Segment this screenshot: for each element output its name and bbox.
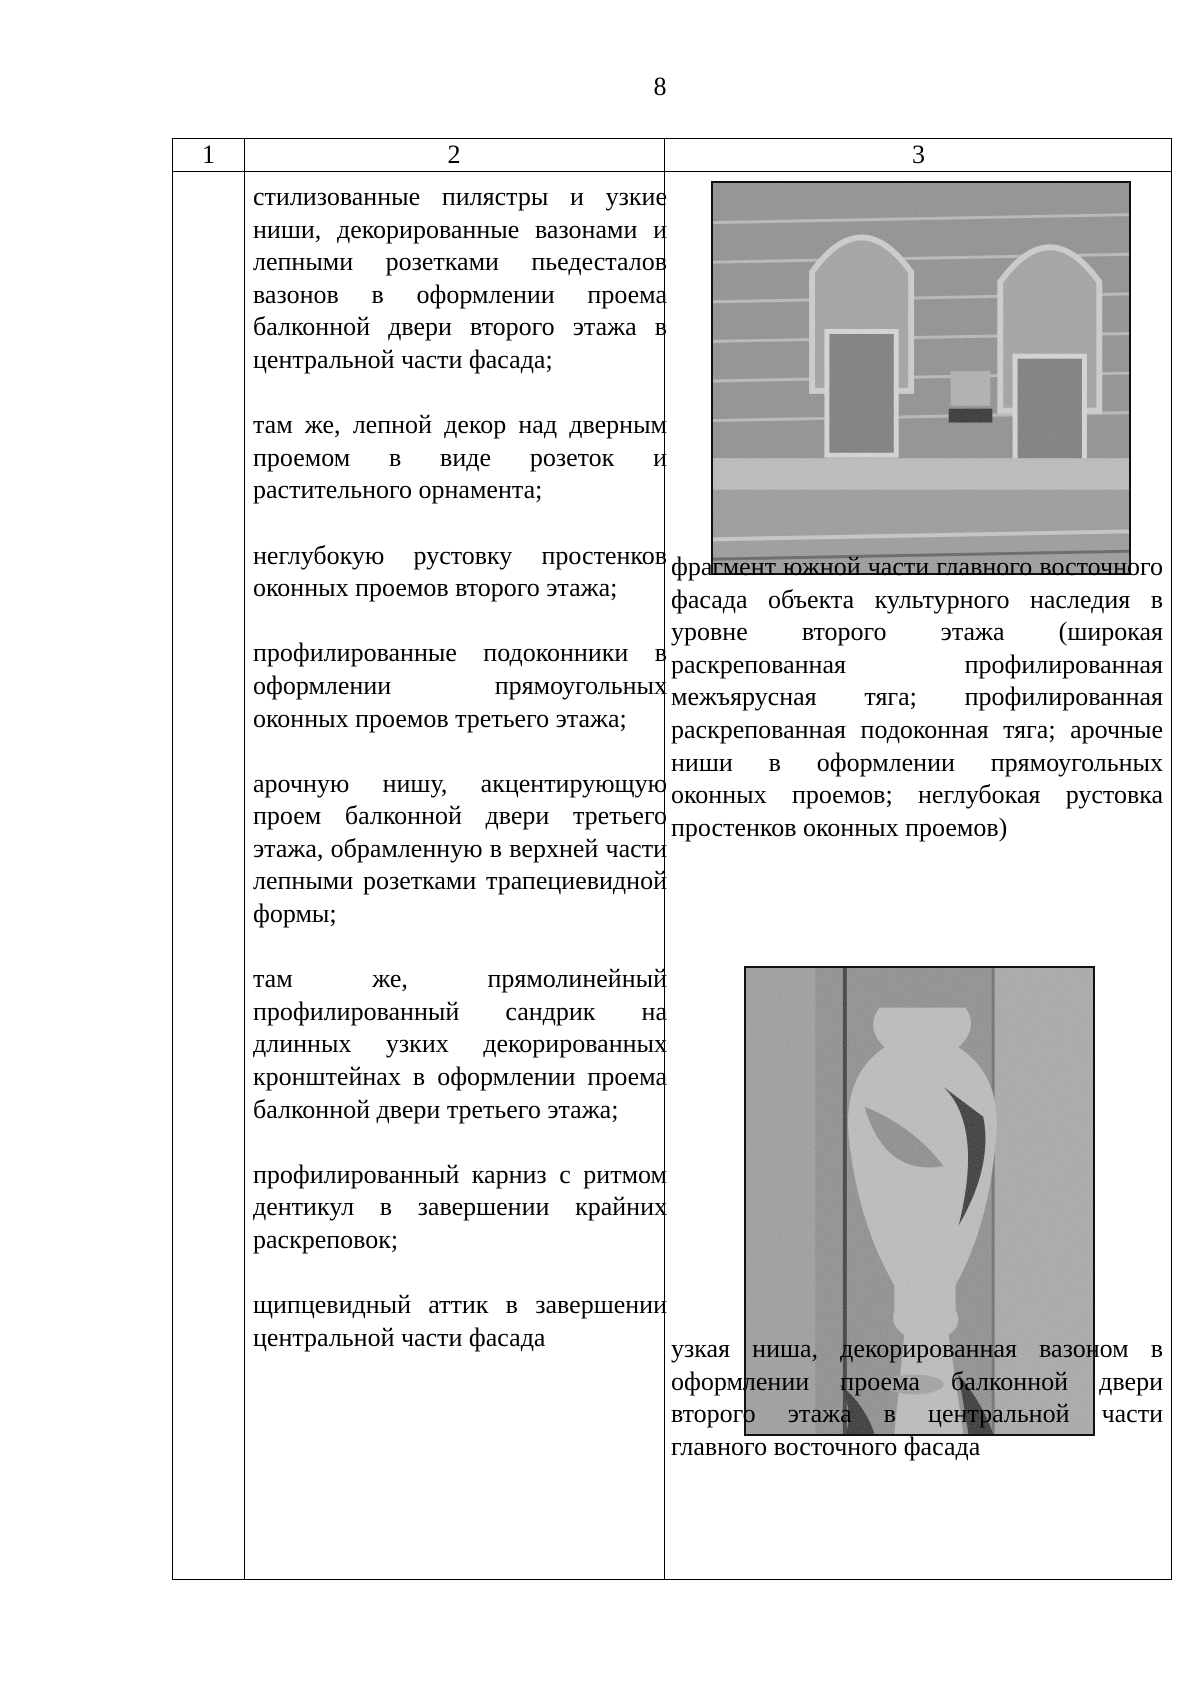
features-list: [253, 181, 667, 1354]
feature-paragraph: неглубокую рустовку простенков оконных проемов второго этажа;: [253, 540, 667, 603]
facade-fragment-icon: [713, 183, 1129, 573]
photo-caption-2-wrap: [671, 1333, 1163, 1463]
feature-paragraph: арочную нишу, акцентирующую проем балконной двери третьего этажа, обрамленную в верхней части лепными розетками трапециевидной формы;: [253, 768, 667, 929]
header-col-3: 3: [912, 140, 925, 169]
feature-paragraph: щипцевидный аттик в завершении центральной части фасада: [253, 1290, 667, 1352]
column-divider: [244, 139, 245, 1579]
header-col-2: 2: [447, 140, 461, 169]
page-number: 8: [653, 72, 667, 101]
description-table: [172, 138, 1172, 1580]
feature-paragraph: там же, прямолинейный профилированный сандрик на длинных узких декорированных кронштейнах в оформлении проема балконной двери третьего этажа;: [253, 964, 667, 1124]
photo-caption-2: узкая ниша, декорированная вазоном в оформлении проема балконной двери второго этажа в центральной части главного восточного фасада: [671, 1334, 1163, 1461]
photo-caption-1-wrap: [671, 551, 1163, 844]
header-col-1: 1: [202, 140, 215, 169]
photo-caption-1: фрагмент южной части главного восточного фасада объекта культурного наследия в уровне второго этажа (широкая раскрепованная профилированная межъярусная тяга; профилированная раскрепованная подоконная тяга; арочные ниши в оформлении прямоугольных оконных проемов; неглубокая рустовка простенков оконных проемов): [671, 552, 1163, 842]
feature-paragraph: профилированные подоконники в оформлении прямоугольных оконных проемов третьего этажа;: [253, 638, 667, 733]
facade-fragment-photo: [711, 181, 1131, 575]
feature-paragraph: профилированный карниз с ритмом дентикул в завершении крайних раскреповок;: [253, 1159, 667, 1254]
feature-paragraph: там же, лепной декор над дверным проемом в виде розеток и растительного орнамента;: [253, 410, 667, 505]
feature-paragraph: стилизованные пилястры и узкие ниши, декорированные вазонами и лепными розетками пьедесталов вазонов в оформлении проема балконной двери второго этажа в центральной части фасада;: [253, 182, 667, 374]
